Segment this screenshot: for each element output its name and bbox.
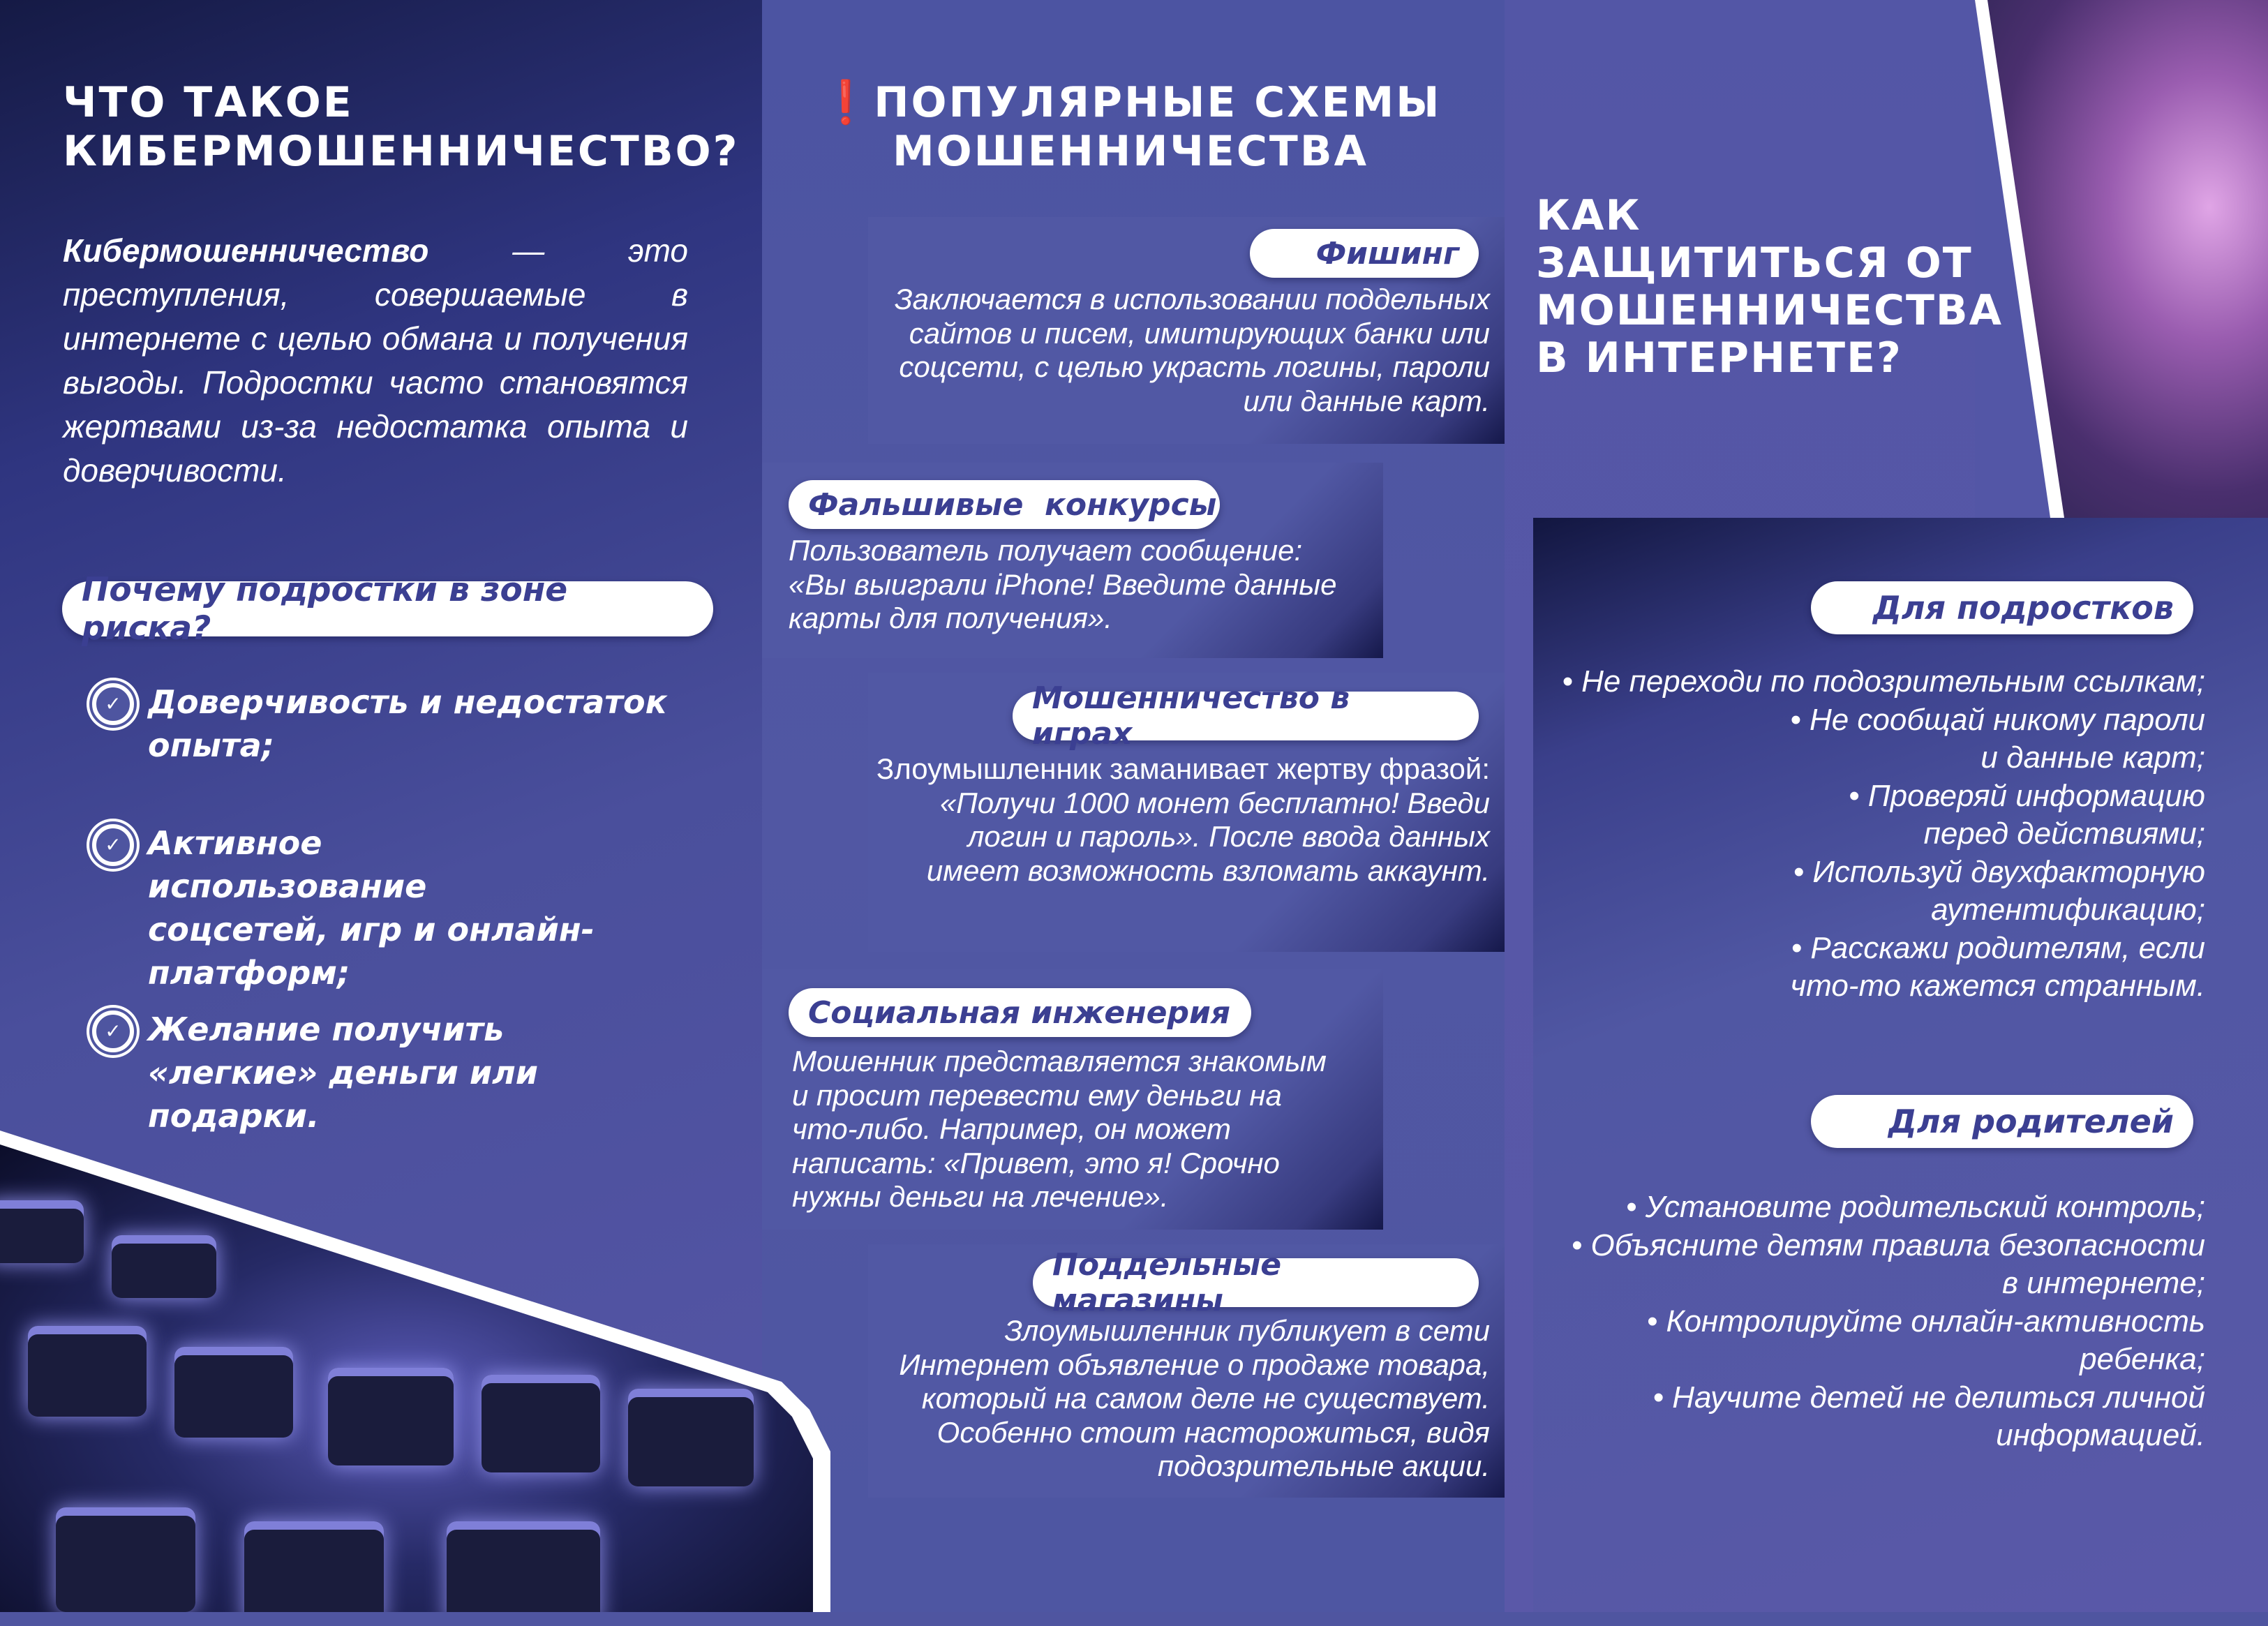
title-line: ЧТО ТАКОЕ <box>63 78 354 127</box>
tip-item: • Научите детей не делиться личной информацией. <box>1652 1380 2205 1452</box>
scheme-text-italic: «Получи 1000 монет бесплатно! Введи логин и пароль». После ввода данных имеет возможность взломать аккаунт. <box>926 786 1490 887</box>
scheme-title: Мошенничество в играх <box>1032 680 1350 752</box>
exclamation-icon: ❗ <box>819 78 874 127</box>
title-line: МОШЕННИЧЕСТВА <box>1536 286 2004 335</box>
scheme-title: Социальная инженерия <box>808 994 1231 1031</box>
tip-item: • Объясните детям правила безопасности в интернете; <box>1571 1228 2205 1300</box>
title-line: В ИНТЕРНЕТЕ? <box>1536 334 1902 382</box>
scheme-title-pill <box>1013 680 1479 752</box>
tip-item: • Установите родительский контроль; <box>1626 1190 2205 1224</box>
middle-title <box>816 78 1445 176</box>
risk-heading: Почему подростки в зоне риска? <box>82 570 568 648</box>
title-line: КИБЕРМОШЕННИЧЕСТВО? <box>63 127 740 176</box>
scheme-text: Пользователь получает сообщение: «Вы выиграли iPhone! Введите данные карты для получения». <box>789 534 1337 634</box>
scheme-title-pill <box>1250 229 1479 278</box>
scheme-title: Фишинг <box>1315 235 1459 271</box>
risk-item-text: Активное использование соцсетей, игр и онлайн-платформ; <box>148 824 595 992</box>
scheme-title-pill <box>1033 1247 1479 1318</box>
risk-item-text: Желание получить «легкие» деньги или подарки. <box>148 1010 539 1135</box>
scheme-title-pill <box>789 480 1220 529</box>
scheme-text: Заключается в использовании поддельных сайтов и писем, имитирующих банки или соцсети, с целью украсть логины, пароли или данные карт. <box>894 283 1490 417</box>
definition-text: — это преступления, совершаемые в интернете с целью обмана и получения выгоды. Подростки часто становятся жертвами из-за недостатка опыта и доверчивости. <box>63 232 688 488</box>
scheme-text <box>872 752 1490 888</box>
risk-item <box>92 821 692 994</box>
scheme-title: Фальшивые конкурсы <box>808 486 1217 523</box>
parents-heading-pill <box>1811 1095 2193 1148</box>
tip-item: • Контролируйте онлайн-активность ребенка; <box>1646 1304 2205 1376</box>
tip-item: • Проверяй информацию перед действиями; <box>1849 778 2205 851</box>
check-circle-icon: ✓ <box>92 1010 134 1052</box>
scheme-text: Злоумышленник публикует в сети Интернет объявление о продаже товара, который на самом деле не существует. Особенно стоит насторожиться, видя подозрительные акции. <box>899 1314 1490 1482</box>
scheme-text-plain: Злоумышленник заманивает жертву фразой: <box>876 752 1490 785</box>
teens-heading-pill <box>1811 581 2193 634</box>
title-line: ЗАЩИТИТЬСЯ ОТ <box>1536 239 1973 288</box>
risk-heading-pill <box>62 570 713 648</box>
tip-item: • Расскажи родителям, если что-то кажется странным. <box>1790 930 2205 1003</box>
left-title <box>63 78 739 176</box>
parents-tips-list <box>1549 1188 2205 1455</box>
parents-heading: Для родителей <box>1888 1103 2174 1140</box>
tip-item: • Не сообщай никому пароли и данные карт; <box>1790 702 2205 775</box>
risk-item <box>92 1008 692 1138</box>
check-circle-icon: ✓ <box>92 683 134 725</box>
risk-item-text: Доверчивость и недостаток опыта; <box>148 683 667 764</box>
scheme-title: Поддельные магазины <box>1052 1247 1282 1318</box>
risk-item <box>92 680 692 767</box>
teens-tips-list <box>1556 663 2205 1006</box>
title-line: КАК <box>1536 191 1641 240</box>
title-line: ПОПУЛЯРНЫЕ СХЕМЫ <box>874 78 1442 127</box>
teens-heading: Для подростков <box>1872 589 2174 627</box>
definition-paragraph <box>63 229 688 493</box>
definition-term: Кибермошенничество <box>63 232 429 269</box>
scheme-text: Мошенник представляется знакомым и просит перевести ему деньги на что-либо. Например, он может написать: «Привет, это я! Срочно нужны деньги на лечение». <box>792 1045 1327 1213</box>
tip-item: • Используй двухфакторную аутентификацию; <box>1793 854 2205 927</box>
check-circle-icon: ✓ <box>92 824 134 866</box>
right-title <box>1536 192 2003 382</box>
scheme-title-pill <box>789 988 1251 1037</box>
title-line: МОШЕННИЧЕСТВА <box>892 127 1369 176</box>
tip-item: • Не переходи по подозрительным ссылкам; <box>1562 664 2205 699</box>
